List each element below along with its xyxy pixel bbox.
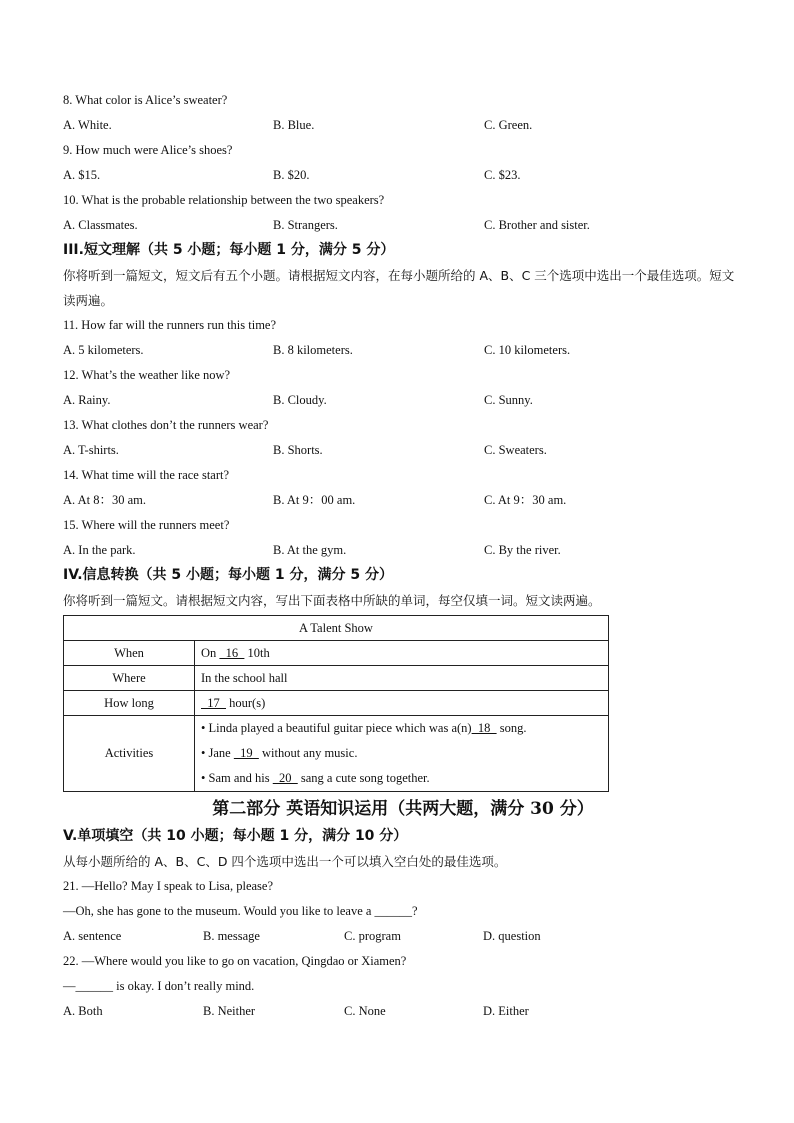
activity-text: without any music. xyxy=(261,746,358,760)
activity-text: • Sam and his xyxy=(201,771,270,785)
options-row xyxy=(63,338,743,363)
section-3-heading: III.短文理解（共 5 小题；每小题 1 分，满分 5 分） xyxy=(63,242,395,258)
option-a: A. Rainy. xyxy=(63,393,111,407)
table-row xyxy=(64,666,609,691)
option-b: B. Strangers. xyxy=(273,218,338,232)
options-row xyxy=(63,438,743,463)
question-14 xyxy=(63,463,743,513)
blank-17: 17 xyxy=(201,695,226,710)
option-a: A. Both xyxy=(63,1004,103,1018)
option-c: C. Green. xyxy=(484,118,533,132)
table-row xyxy=(64,616,609,641)
options-row xyxy=(63,388,743,413)
activity-line xyxy=(201,741,602,766)
options-row xyxy=(63,163,743,188)
question-text: 10. What is the probable relationship between the two speakers? xyxy=(63,193,385,207)
activity-line xyxy=(201,766,602,791)
activity-text: sang a cute song together. xyxy=(300,771,430,785)
option-b: B. At 9：00 am. xyxy=(273,493,356,507)
question-10 xyxy=(63,188,743,238)
activities-value xyxy=(195,716,609,792)
blank-16: 16 xyxy=(219,645,245,660)
option-d: D. question xyxy=(483,929,541,943)
question-text: 21. —Hello? May I speak to Lisa, please? xyxy=(63,879,274,893)
option-c: C. By the river. xyxy=(484,543,561,557)
option-a: A. Classmates. xyxy=(63,218,138,232)
option-a: A. In the park. xyxy=(63,543,136,557)
option-c: C. Brother and sister. xyxy=(484,218,590,232)
blank-20: 20 xyxy=(272,771,298,785)
options-row xyxy=(63,538,743,563)
option-b: B. Cloudy. xyxy=(273,393,327,407)
when-label: When xyxy=(64,641,195,666)
option-d: D. Either xyxy=(483,1004,529,1018)
option-b: B. Blue. xyxy=(273,118,315,132)
question-text: —Oh, she has gone to the museum. Would you like to leave a ______? xyxy=(63,904,418,918)
when-prefix: On xyxy=(201,645,217,660)
howlong-suffix: hour(s) xyxy=(229,695,266,710)
howlong-value xyxy=(195,691,609,716)
question-text: 13. What clothes don’t the runners wear? xyxy=(63,418,269,432)
where-label: Where xyxy=(64,666,195,691)
options-row xyxy=(63,924,743,949)
option-b: B. message xyxy=(203,929,260,943)
option-a: A. At 8：30 am. xyxy=(63,493,146,507)
question-22 xyxy=(63,949,743,1024)
option-c: C. None xyxy=(344,1004,386,1018)
blank-19: 19 xyxy=(233,746,259,760)
options-row xyxy=(63,999,743,1024)
option-c: C. At 9：30 am. xyxy=(484,493,567,507)
question-8 xyxy=(63,88,743,138)
table-row xyxy=(64,641,609,666)
option-a: A. $15. xyxy=(63,168,101,182)
exam-page xyxy=(63,88,743,1024)
blank-18: 18 xyxy=(471,721,497,735)
section-5-heading: V.单项填空（共 10 小题；每小题 1 分，满分 10 分） xyxy=(63,828,408,844)
option-c: C. Sunny. xyxy=(484,393,533,407)
options-row xyxy=(63,213,743,238)
option-b: B. Shorts. xyxy=(273,443,323,457)
question-15 xyxy=(63,513,743,563)
question-text: 9. How much were Alice’s shoes? xyxy=(63,143,233,157)
question-13 xyxy=(63,413,743,463)
where-value: In the school hall xyxy=(195,666,609,691)
talent-show-table xyxy=(63,615,609,792)
section-4-heading: IV.信息转换（共 5 小题；每小题 1 分，满分 5 分） xyxy=(63,567,394,583)
activity-text: • Jane xyxy=(201,746,231,760)
table-title: A Talent Show xyxy=(64,616,609,641)
question-text: 8. What color is Alice’s sweater? xyxy=(63,93,228,107)
table-row xyxy=(64,691,609,716)
howlong-label: How long xyxy=(64,691,195,716)
activity-line xyxy=(201,716,602,741)
question-21 xyxy=(63,874,743,949)
section-4-instruction: 你将听到一篇短文。请根据短文内容，写出下面表格中所缺的单词，每空仅填一词。短文读两遍。 xyxy=(63,593,601,608)
option-c: C. $23. xyxy=(484,168,521,182)
option-b: B. 8 kilometers. xyxy=(273,343,353,357)
activity-text: song. xyxy=(499,721,527,735)
table-row xyxy=(64,716,609,792)
option-a: A. sentence xyxy=(63,929,122,943)
option-c: C. 10 kilometers. xyxy=(484,343,571,357)
option-a: A. 5 kilometers. xyxy=(63,343,144,357)
option-a: A. White. xyxy=(63,118,112,132)
question-text: 11. How far will the runners run this time? xyxy=(63,318,277,332)
section-5-instruction: 从每小题所给的 A、B、C、D 四个选项中选出一个可以填入空白处的最佳选项。 xyxy=(63,854,507,869)
question-text: 15. Where will the runners meet? xyxy=(63,518,230,532)
question-text: 14. What time will the race start? xyxy=(63,468,230,482)
option-c: C. program xyxy=(344,929,401,943)
option-c: C. Sweaters. xyxy=(484,443,547,457)
question-text: —______ is okay. I don’t really mind. xyxy=(63,979,255,993)
section-3-instruction: 你将听到一篇短文，短文后有五个小题。请根据短文内容，在每小题所给的 A、B、C 三个选项中选出一个最佳选项。短文读两遍。 xyxy=(63,268,735,308)
options-row xyxy=(63,488,743,513)
part-2-title: 第二部分 英语知识运用（共两大题，满分 30 分） xyxy=(212,799,594,819)
question-12 xyxy=(63,363,743,413)
options-row xyxy=(63,113,743,138)
when-value xyxy=(195,641,609,666)
question-text: 12. What’s the weather like now? xyxy=(63,368,231,382)
option-b: B. $20. xyxy=(273,168,310,182)
option-b: B. At the gym. xyxy=(273,543,347,557)
activity-text: • Linda played a beautiful guitar piece which was a(n) xyxy=(201,721,472,735)
question-11 xyxy=(63,313,743,363)
option-b: B. Neither xyxy=(203,1004,256,1018)
question-text: 22. —Where would you like to go on vacation, Qingdao or Xiamen? xyxy=(63,954,407,968)
question-9 xyxy=(63,138,743,188)
option-a: A. T-shirts. xyxy=(63,443,119,457)
activities-label: Activities xyxy=(64,716,195,792)
when-suffix: 10th xyxy=(247,645,270,660)
